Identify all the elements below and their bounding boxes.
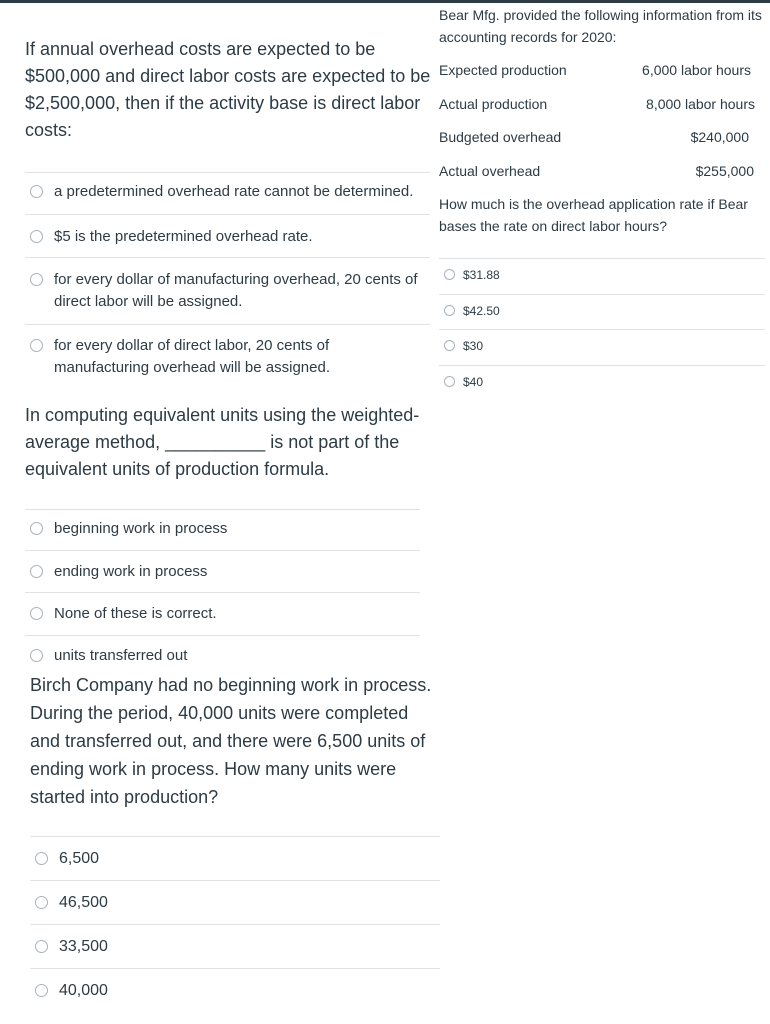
radio-button[interactable] <box>30 185 43 198</box>
divider <box>25 172 430 173</box>
q4-option-3[interactable] <box>444 337 754 355</box>
option-label: $30 <box>463 339 484 353</box>
divider <box>439 329 765 330</box>
option-label: 46,500 <box>59 894 108 911</box>
divider <box>25 509 420 510</box>
radio-button[interactable] <box>30 273 43 286</box>
q4-option-4[interactable] <box>444 373 754 391</box>
q3-option-2[interactable] <box>35 892 435 914</box>
question-4-intro: Bear Mfg. provided the following information from its accounting records for 2020: <box>439 7 762 45</box>
q1-option-2[interactable] <box>30 226 425 248</box>
option-label: $5 is the predetermined overhead rate. <box>54 228 313 245</box>
divider <box>25 324 430 325</box>
q3-option-4[interactable] <box>35 980 435 1002</box>
divider <box>30 924 440 925</box>
q1-option-3[interactable] <box>30 269 425 313</box>
data-row-budgeted-overhead <box>439 127 749 147</box>
row-value: $255,000 <box>695 163 754 179</box>
radio-button[interactable] <box>444 340 455 351</box>
data-row-actual-overhead <box>439 161 754 181</box>
divider <box>25 592 420 593</box>
data-row-actual-production <box>439 94 755 114</box>
option-label: beginning work in process <box>54 520 228 537</box>
radio-button[interactable] <box>30 230 43 243</box>
question-4-prompt: How much is the overhead application rate if Bear bases the rate on direct labor hours? <box>439 196 748 234</box>
radio-button[interactable] <box>30 565 43 578</box>
divider <box>439 258 765 259</box>
option-label: 6,500 <box>59 850 100 867</box>
divider <box>25 550 420 551</box>
q1-option-1[interactable] <box>30 181 440 203</box>
radio-button[interactable] <box>35 896 48 909</box>
radio-button[interactable] <box>30 649 43 662</box>
row-value: 8,000 labor hours <box>646 96 755 112</box>
divider <box>25 635 420 636</box>
question-3-prompt: Birch Company had no beginning work in process. During the period, 40,000 units were completed and transferred out, and there were 6,500 units of ending work in process. How many units were started into production? <box>30 675 432 807</box>
option-label: a predetermined overhead rate cannot be determined. <box>54 183 414 200</box>
q2-option-2[interactable] <box>30 561 420 583</box>
q3-option-3[interactable] <box>35 936 435 958</box>
fill-in-blank: __________ <box>165 432 266 452</box>
divider <box>30 968 440 969</box>
radio-button[interactable] <box>35 852 48 865</box>
option-label: 40,000 <box>59 982 108 999</box>
prompt-text-b: is not part of the equivalent units of production formula. <box>25 432 400 479</box>
radio-button[interactable] <box>444 305 455 316</box>
option-label: None of these is correct. <box>54 605 217 622</box>
radio-button[interactable] <box>30 339 43 352</box>
divider <box>25 257 430 258</box>
q3-option-1[interactable] <box>35 848 435 870</box>
radio-button[interactable] <box>30 607 43 620</box>
question-2-prompt <box>25 402 425 483</box>
option-label: units transferred out <box>54 647 188 664</box>
q4-option-1[interactable] <box>444 266 754 284</box>
divider <box>30 836 440 837</box>
q2-option-1[interactable] <box>30 518 420 540</box>
q2-option-3[interactable] <box>30 603 420 625</box>
q2-option-4[interactable] <box>30 645 420 667</box>
option-label: 33,500 <box>59 938 108 955</box>
option-label: ending work in process <box>54 563 208 580</box>
row-value: 6,000 labor hours <box>642 62 751 78</box>
row-label: Budgeted overhead <box>439 129 562 145</box>
q1-option-4[interactable] <box>30 335 360 379</box>
divider <box>439 365 765 366</box>
q4-option-2[interactable] <box>444 302 754 320</box>
radio-button[interactable] <box>444 376 455 387</box>
radio-button[interactable] <box>444 269 455 280</box>
divider <box>439 294 765 295</box>
data-row-expected-production <box>439 60 751 80</box>
radio-button[interactable] <box>35 984 48 997</box>
row-label: Actual overhead <box>439 163 541 179</box>
radio-button[interactable] <box>30 522 43 535</box>
prompt-text-a: In computing equivalent units using the weighted-average method, <box>25 405 420 452</box>
option-label: $40 <box>463 375 484 389</box>
divider <box>30 880 440 881</box>
option-label: for every dollar of direct labor, 20 cents of manufacturing overhead will be assigned. <box>54 337 330 376</box>
radio-button[interactable] <box>35 940 48 953</box>
option-label: $31.88 <box>463 268 500 282</box>
row-label: Actual production <box>439 96 548 112</box>
option-label: $42.50 <box>463 304 500 318</box>
top-border <box>0 0 770 3</box>
row-label: Expected production <box>439 62 567 78</box>
row-value: $240,000 <box>690 129 749 145</box>
question-1-prompt: If annual overhead costs are expected to be $500,000 and direct labor costs are expected to be $2,500,000, then if the activity base is direct labor costs: <box>25 39 431 140</box>
option-label: for every dollar of manufacturing overhead, 20 cents of direct labor will be assigned. <box>54 271 418 310</box>
divider <box>25 214 430 215</box>
